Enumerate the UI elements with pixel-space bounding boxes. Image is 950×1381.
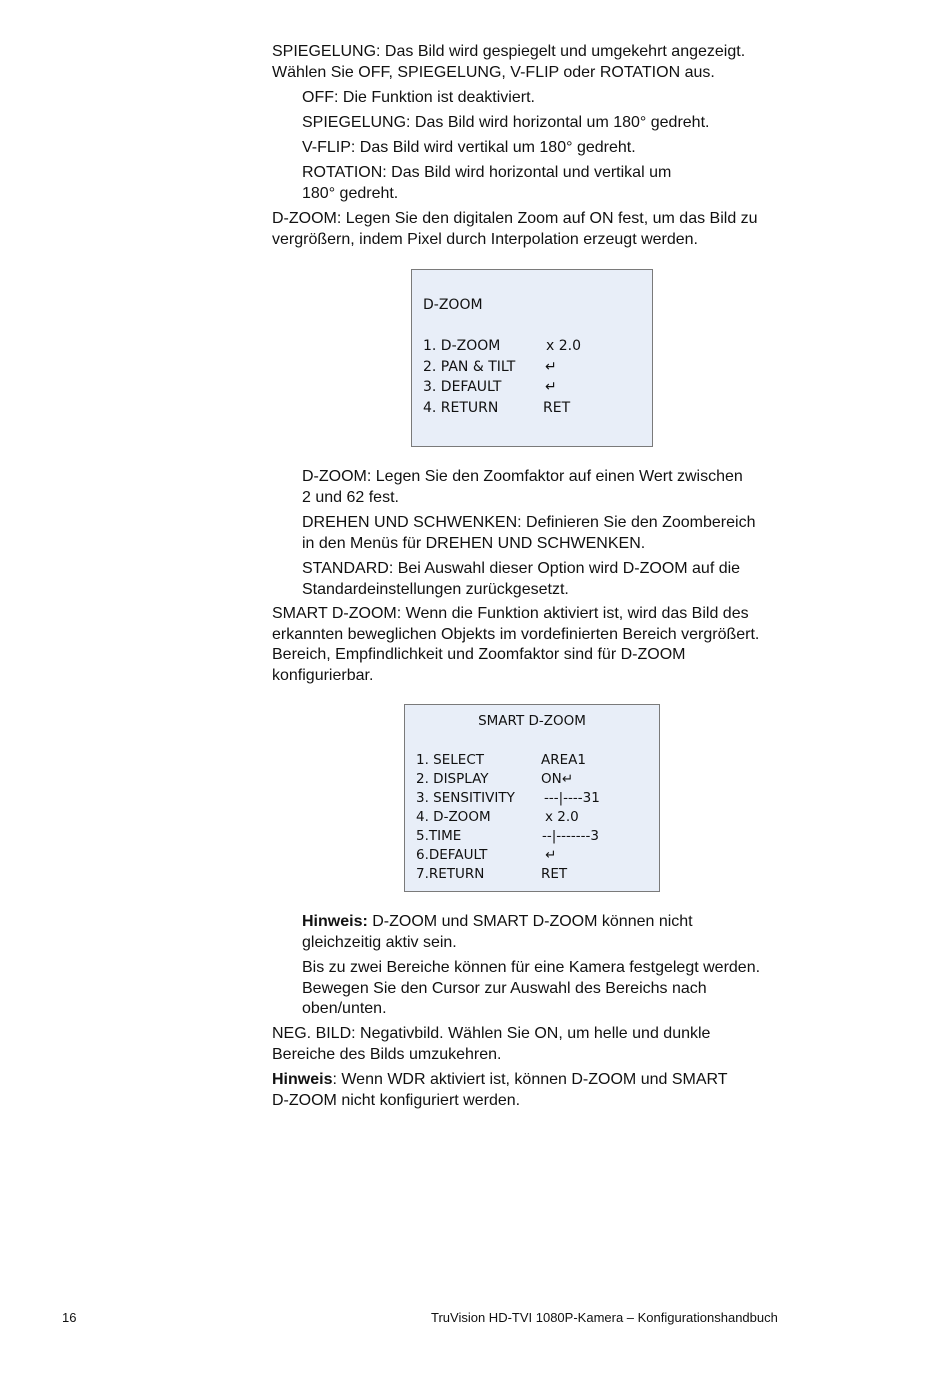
dzoom-menu-item-value: x 2.0 [546, 338, 581, 354]
hinweis-label: Hinweis: [302, 913, 368, 930]
text-drehen-1: DREHEN UND SCHWENKEN: Definieren Sie den Zoombereich [302, 514, 756, 531]
text-dzoom-1: D-ZOOM: Legen Sie den digitalen Zoom auf ON fest, um das Bild zu [272, 210, 758, 227]
hinweis-text: D-ZOOM und SMART D-ZOOM können nicht [367, 913, 693, 930]
text-dzoom-factor-2: 2 und 62 fest. [302, 489, 399, 506]
dzoom-menu-title: D-ZOOM [423, 297, 483, 313]
smart-menu-item-value: RET [541, 866, 568, 882]
text-rotation-1: ROTATION: Das Bild wird horizontal und vertikal um [302, 164, 672, 181]
smart-menu-item-value: AREA1 [541, 752, 586, 768]
text-hinweis-2b: D-ZOOM nicht konfiguriert werden. [272, 1092, 521, 1109]
dzoom-menu-item-label: 1. D-ZOOM [423, 338, 501, 354]
text-smart-4: konfigurierbar. [272, 667, 374, 684]
smart-menu-item-label: 3. SENSITIVITY [416, 790, 515, 806]
text-hinweis-2 [272, 1070, 802, 1091]
text-smart-2: erkannten beweglichen Objekts im vordefinierten Bereich vergrößert. [272, 626, 760, 643]
text-bereiche-3: oben/unten. [302, 1000, 387, 1017]
dzoom-menu-item-label: 4. RETURN [423, 400, 499, 416]
text-drehen-2: in den Menüs für DREHEN UND SCHWENKEN. [302, 535, 646, 552]
smart-menu-item-label: 2. DISPLAY [416, 771, 489, 787]
smart-menu-item-label: 5.TIME [416, 828, 462, 844]
smart-menu-item-value: x 2.0 [545, 809, 579, 825]
text-hinweis-1b: gleichzeitig aktiv sein. [302, 934, 457, 951]
text-standard-1: STANDARD: Bei Auswahl dieser Option wird D-ZOOM auf die [302, 560, 741, 577]
time-slider: --|-------3 [542, 828, 599, 844]
enter-icon: ↵ [545, 359, 557, 375]
dzoom-menu-item-label: 2. PAN & TILT [423, 359, 516, 375]
hinweis-text: : Wenn WDR aktiviert ist, können D-ZOOM und SMART [332, 1071, 728, 1088]
enter-icon: ↵ [545, 379, 557, 395]
footer-title: TruVision HD-TVI 1080P-Kamera – Konfigurationshandbuch [431, 1310, 778, 1325]
text-dzoom-factor-1: D-ZOOM: Legen Sie den Zoomfaktor auf einen Wert zwischen [302, 468, 743, 485]
dzoom-menu-item-label: 3. DEFAULT [423, 379, 502, 395]
sensitivity-slider: ---|----31 [544, 790, 600, 806]
smart-menu-item-value: ON↵ [541, 771, 574, 787]
smart-menu-item-label: 4. D-ZOOM [416, 809, 491, 825]
text-dzoom-2: vergrößern, indem Pixel durch Interpolation erzeugt werden. [272, 231, 698, 248]
text-spiegelung-option: SPIEGELUNG: Das Bild wird horizontal um 180° gedreht. [302, 114, 710, 131]
smart-menu-title: SMART D-ZOOM [478, 713, 586, 729]
text-hinweis-1 [302, 912, 802, 933]
text-vflip: V-FLIP: Das Bild wird vertikal um 180° gedreht. [302, 139, 636, 156]
smart-menu-item-label: 6.DEFAULT [416, 847, 488, 863]
text-smart-1: SMART D-ZOOM: Wenn die Funktion aktiviert ist, wird das Bild des [272, 605, 749, 622]
enter-icon: ↵ [545, 847, 557, 863]
text-standard-2: Standardeinstellungen zurückgesetzt. [302, 581, 569, 598]
hinweis-label: Hinweis [272, 1071, 333, 1088]
text-bereiche-2: Bewegen Sie den Cursor zur Auswahl des Bereichs nach [302, 980, 707, 997]
dzoom-menu-box [411, 269, 653, 447]
smart-dzoom-menu-box [404, 704, 660, 892]
smart-menu-item-label: 7.RETURN [416, 866, 485, 882]
text-bereiche-1: Bis zu zwei Bereiche können für eine Kamera festgelegt werden. [302, 959, 761, 976]
text-rotation-2: 180° gedreht. [302, 185, 399, 202]
text-off: OFF: Die Funktion ist deaktiviert. [302, 89, 535, 106]
text-neg-1: NEG. BILD: Negativbild. Wählen Sie ON, um helle und dunkle [272, 1025, 711, 1042]
text-smart-3: Bereich, Empfindlichkeit und Zoomfaktor sind für D-ZOOM [272, 646, 686, 663]
dzoom-menu-item-value: RET [543, 400, 571, 416]
text-neg-2: Bereiche des Bilds umzukehren. [272, 1046, 502, 1063]
text-spiegelung-1: SPIEGELUNG: Das Bild wird gespiegelt und umgekehrt angezeigt. [272, 43, 746, 60]
page-number: 16 [62, 1310, 77, 1325]
smart-menu-item-label: 1. SELECT [416, 752, 484, 768]
text-spiegelung-2: Wählen Sie OFF, SPIEGELUNG, V-FLIP oder ROTATION aus. [272, 64, 715, 81]
